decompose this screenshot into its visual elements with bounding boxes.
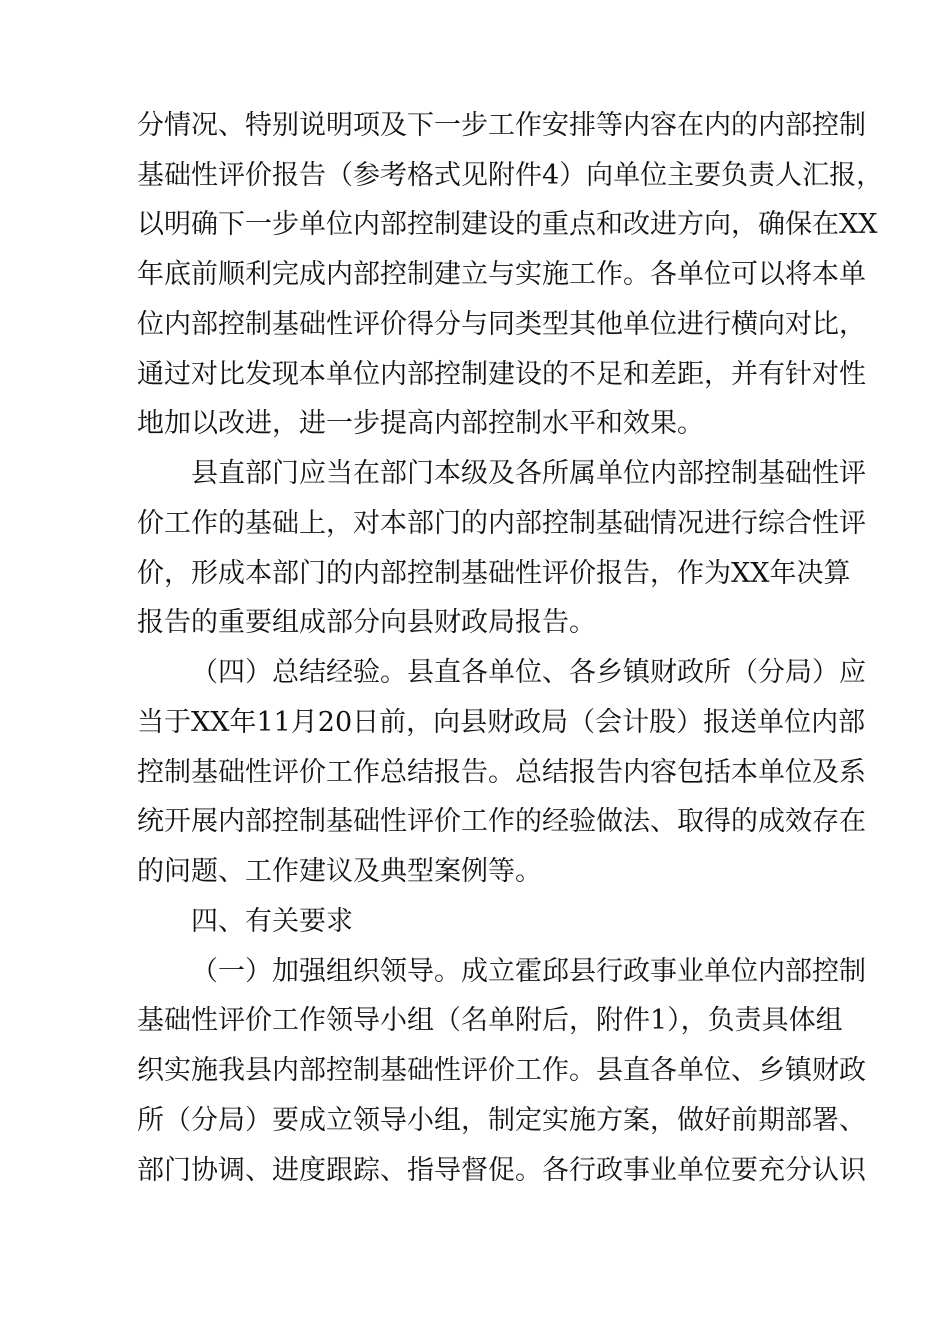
text-line-9: 价工作的基础上，对本部门的内部控制基础情况进行综合性评 — [137, 508, 866, 539]
text-line-7: 地加以改进，进一步提高内部控制水平和效果。 — [137, 408, 704, 439]
text-line-4: 年底前顺利完成内部控制建立与实施工作。各单位可以将本单 — [137, 259, 866, 290]
text-line-2: 基础性评价报告（参考格式见附件4）向单位主要负责人汇报， — [137, 160, 884, 191]
text-line-3: 以明确下一步单位内部控制建设的重点和改进方向，确保在XX — [137, 209, 878, 240]
text-line-11: 报告的重要组成部分向县财政局报告。 — [137, 607, 596, 638]
text-line-22: 部门协调、进度跟踪、指导督促。各行政事业单位要充分认识 — [137, 1155, 866, 1186]
text-line-21: 所（分局）要成立领导小组，制定实施方案，做好前期部署、 — [137, 1105, 866, 1136]
text-line-10: 价，形成本部门的内部控制基础性评价报告，作为XX年决算 — [137, 558, 851, 589]
text-line-15: 统开展内部控制基础性评价工作的经验做法、取得的成效存在 — [137, 806, 866, 837]
text-line-18: （一）加强组织领导。成立霍邱县行政事业单位内部控制 — [191, 956, 866, 987]
text-line-14: 控制基础性评价工作总结报告。总结报告内容包括本单位及系 — [137, 757, 866, 788]
text-line-5: 位内部控制基础性评价得分与同类型其他单位进行横向对比， — [137, 309, 866, 340]
text-line-1: 分情况、特别说明项及下一步工作安排等内容在内的内部控制 — [137, 110, 866, 141]
section-heading: 四、有关要求 — [191, 906, 353, 937]
text-line-6: 通过对比发现本单位内部控制建设的不足和差距，并有针对性 — [137, 359, 866, 390]
text-line-8: 县直部门应当在部门本级及各所属单位内部控制基础性评 — [191, 458, 866, 489]
text-line-16: 的问题、工作建议及典型案例等。 — [137, 856, 542, 887]
text-line-13: 当于XX年11月20日前，向县财政局（会计股）报送单位内部 — [137, 707, 866, 738]
text-line-20: 织实施我县内部控制基础性评价工作。县直各单位、乡镇财政 — [137, 1055, 866, 1086]
text-line-19: 基础性评价工作领导小组（名单附后，附件1），负责具体组 — [137, 1005, 843, 1036]
text-line-12: （四）总结经验。县直各单位、各乡镇财政所（分局）应 — [191, 657, 866, 688]
